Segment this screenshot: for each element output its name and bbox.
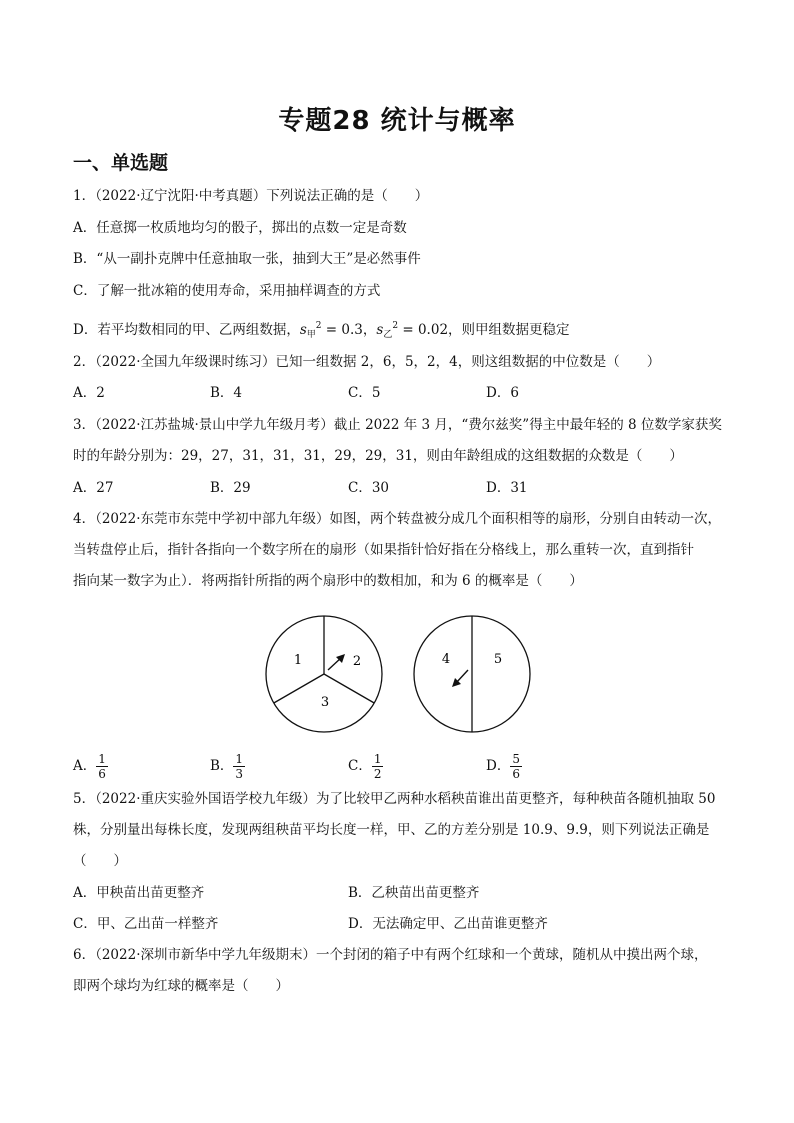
q1-option-b: B．“从一副扑克牌中任意抽取一张，抽到大王”是必然事件 — [73, 251, 421, 267]
variance-jia-value: = 0.3， — [321, 322, 377, 338]
denominator: 6 — [98, 767, 106, 781]
q4-stem-line1: 4．（2022·东莞市东莞中学初中部九年级）如图，两个转盘被分成几个面积相等的扇形，分别自由转动一次， — [73, 511, 721, 527]
fraction — [510, 752, 522, 781]
q1-stem: 1．（2022·辽宁沈阳·中考真题）下列说法正确的是（ ） — [73, 188, 429, 204]
q3-option-a: A．27 — [73, 480, 114, 496]
q1-option-c: C．了解一批冰箱的使用寿命，采用抽样调查的方式 — [73, 283, 381, 299]
q5-stem-line3: （ ） — [73, 853, 127, 869]
spinner-1-label: 1 — [293, 653, 303, 668]
fraction — [233, 752, 245, 781]
spinner-2-label: 5 — [493, 652, 503, 667]
q5-option-c: C．甲、乙出苗一样整齐 — [73, 916, 219, 932]
q1-option-a: A．任意掷一枚质地均匀的骰子，掷出的点数一定是奇数 — [73, 220, 407, 236]
spinner-1-divider — [324, 674, 374, 703]
q5-stem-line1: 5．（2022·重庆实验外国语学校九年级）为了比较甲乙两种水稻秧苗谁出苗更整齐，每种秧苗各随机抽取 50 — [73, 791, 716, 807]
q4-option-d — [486, 752, 522, 781]
spinner-1-label: 2 — [352, 654, 362, 669]
q4-option-a-label: A． — [73, 758, 97, 774]
numerator: 1 — [373, 752, 382, 766]
spinner-1 — [266, 616, 382, 732]
q4-option-c — [348, 752, 383, 781]
q3-stem-line2: 时的年龄分别为：29，27，31，31，31，29，29，31，则由年龄组成的这组数据的众数是（ ） — [73, 448, 683, 464]
q4-option-b-label: B． — [210, 758, 234, 774]
q2-stem: 2．（2022·全国九年级课时练习）已知一组数据 2，6，5，2，4，则这组数据的中位数是（ ） — [73, 354, 661, 370]
q2-option-a: A．2 — [73, 385, 105, 401]
superscript-2: 2 — [315, 321, 322, 331]
denominator: 3 — [235, 767, 244, 781]
denominator: 2 — [373, 767, 382, 781]
fraction — [372, 752, 384, 781]
numerator: 1 — [235, 752, 244, 766]
q2-option-d: D．6 — [486, 385, 519, 401]
q5-option-d: D．无法确定甲、乙出苗谁更整齐 — [348, 916, 548, 932]
q5-option-b: B．乙秧苗出苗更整齐 — [348, 885, 480, 901]
section-heading: 一、单选题 — [73, 152, 169, 174]
subscript-yi: 乙 — [383, 330, 393, 340]
q2-option-b: B．4 — [210, 385, 243, 401]
spinner-2-label: 4 — [441, 652, 451, 667]
subscript-jia: 甲 — [306, 330, 316, 340]
q6-stem-line1: 6．（2022·深圳市新华中学九年级期末）一个封闭的箱子中有两个红球和一个黄球，随机从中摸出两个球， — [73, 947, 708, 963]
variance-yi-value: = 0.02，则甲组数据更稳定 — [398, 322, 570, 338]
q3-option-d: D．31 — [486, 480, 528, 496]
spinner-figure — [260, 610, 540, 738]
q4-stem-line3: 指向某一数字为止）．将两指针所指的两个扇形中的数相加，和为 6 的概率是（ ） — [73, 573, 583, 589]
numerator: 5 — [512, 752, 520, 766]
variance-jia-symbol — [300, 322, 322, 338]
q3-stem-line1: 3．（2022·江苏盐城·景山中学九年级月考）截止 2022 年 3 月，“费尔兹奖”得主中最年轻的 8 位数学家获奖 — [73, 417, 722, 433]
q4-option-d-label: D． — [486, 758, 511, 774]
s-letter: s — [299, 322, 307, 338]
q4-option-b — [210, 752, 245, 781]
q4-stem-line2: 当转盘停止后，指针各指向一个数字所在的扇形（如果指针恰好指在分格线上，那么重转一次，直到指针 — [73, 542, 694, 558]
s-letter: s — [376, 322, 384, 338]
superscript-2: 2 — [392, 321, 399, 331]
q2-option-c: C．5 — [348, 385, 381, 401]
q6-stem-line2: 即两个球均为红球的概率是（ ） — [73, 978, 289, 994]
numerator: 1 — [98, 752, 106, 766]
fraction — [96, 752, 108, 781]
spinner-1-label: 3 — [320, 695, 330, 710]
page-title: 专题28 统计与概率 — [278, 106, 516, 136]
q1-option-d — [73, 316, 570, 345]
q1-option-d-prefix: D．若平均数相同的甲、乙两组数据， — [73, 322, 300, 338]
q5-option-a: A．甲秧苗出苗更整齐 — [73, 885, 205, 901]
q3-option-b: B．29 — [210, 480, 251, 496]
q5-stem-line2: 株，分别量出每株长度，发现两组秧苗平均长度一样，甲、乙的方差分别是 10.9、9.9，则下列说法正确是 — [73, 822, 710, 838]
q4-option-c-label: C． — [348, 758, 372, 774]
q4-option-a — [73, 752, 108, 781]
denominator: 6 — [512, 767, 520, 781]
variance-yi-symbol — [376, 322, 398, 338]
spinner-2 — [414, 616, 530, 732]
q3-option-c: C．30 — [348, 480, 390, 496]
spinner-1-divider — [274, 674, 324, 703]
